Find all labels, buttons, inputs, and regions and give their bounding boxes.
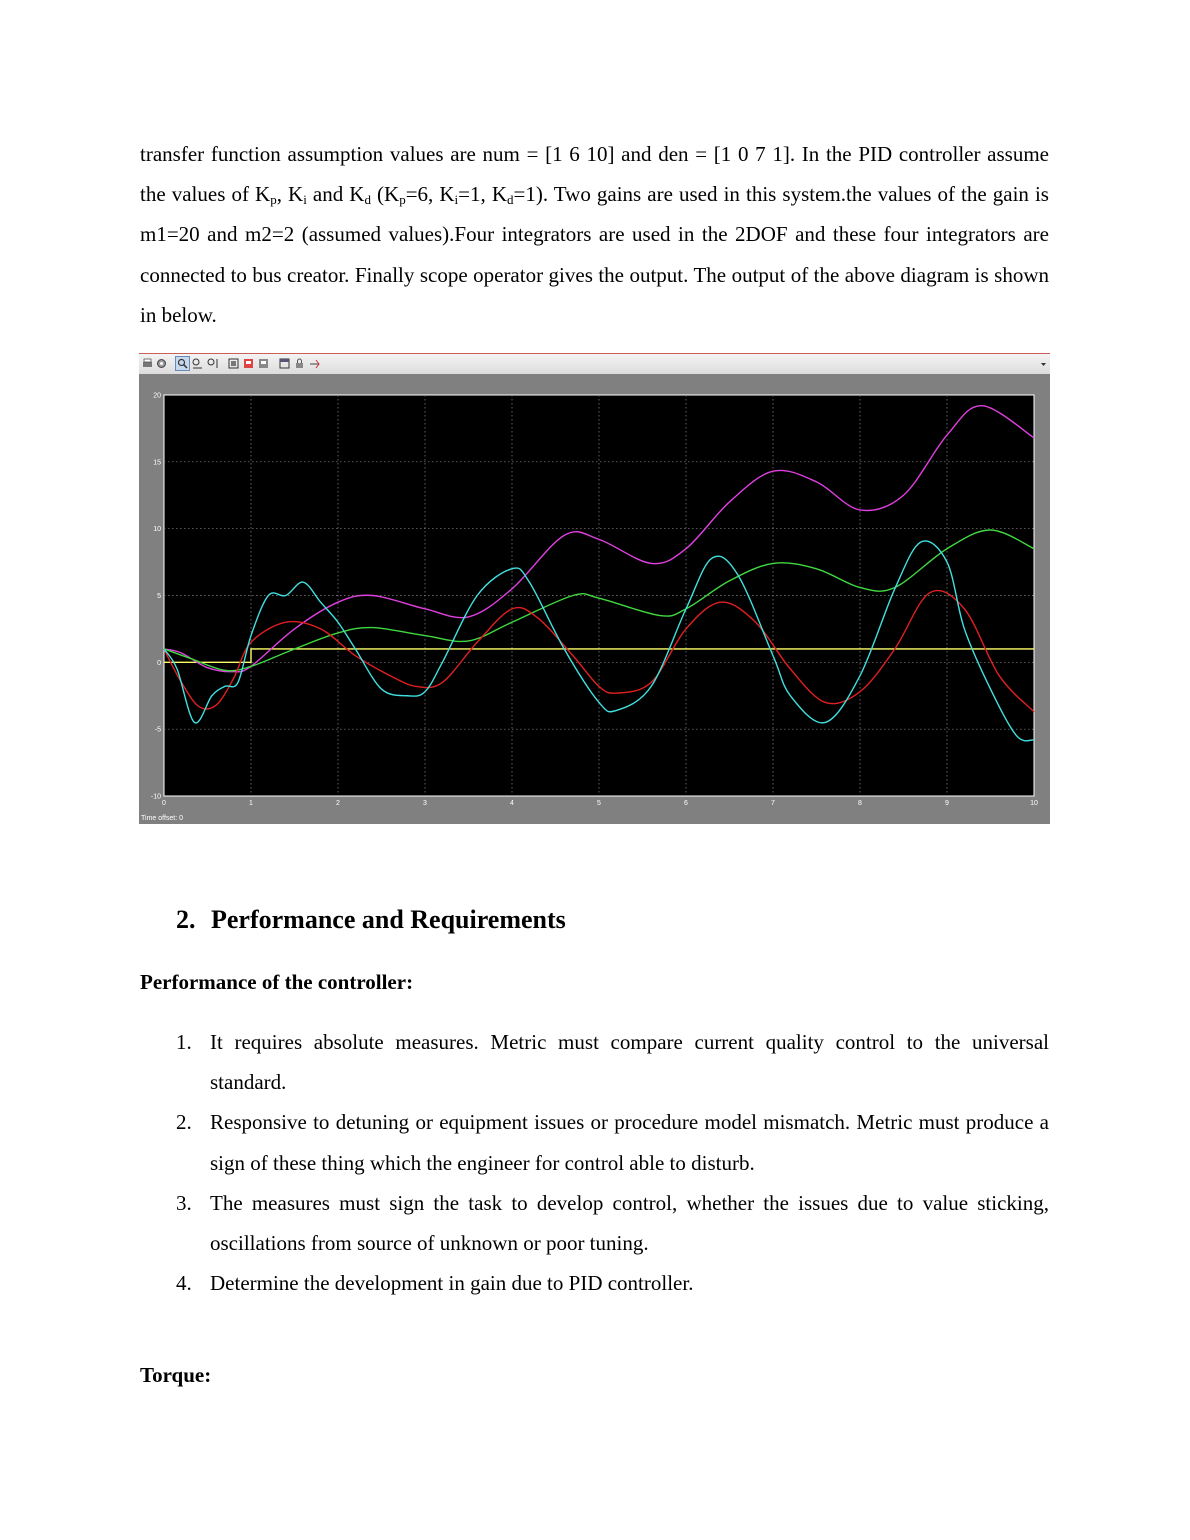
section-title: Performance and Requirements <box>211 905 566 934</box>
list-number: 2. <box>176 1110 192 1135</box>
signal-select-icon[interactable] <box>308 357 321 370</box>
x-tick-label: 8 <box>858 800 862 807</box>
intro-text-3: and K <box>306 182 365 207</box>
list-number: 3. <box>176 1190 192 1215</box>
save-axes-icon[interactable] <box>242 357 255 370</box>
params-icon[interactable] <box>155 357 168 370</box>
list-item <box>176 1022 1049 1102</box>
sub-i-2: i <box>454 192 459 208</box>
zoom-icon[interactable] <box>176 357 189 370</box>
x-tick-label: 4 <box>510 800 514 807</box>
list-item <box>176 1102 1049 1182</box>
sub-d-2: d <box>507 192 514 208</box>
intro-text-5: =6, K <box>405 182 455 207</box>
scope-toolbar <box>139 353 1050 374</box>
scope-plot <box>139 374 1050 824</box>
y-tick-label: 0 <box>157 659 161 667</box>
sub-p: p <box>270 192 277 208</box>
intro-text-6: =1, K <box>458 182 508 207</box>
zoom-x-icon[interactable] <box>191 357 204 370</box>
intro-text-4: (K <box>370 182 400 207</box>
x-tick-label: 10 <box>1030 800 1038 807</box>
section-heading <box>176 905 566 935</box>
list-item <box>176 1183 1049 1263</box>
intro-text-2: , K <box>276 182 304 207</box>
print-icon[interactable] <box>141 357 154 370</box>
x-tick-label: 9 <box>945 800 949 807</box>
x-tick-label: 5 <box>597 800 601 807</box>
sub-i: i <box>303 192 307 208</box>
dropdown-arrow-icon[interactable] <box>1039 357 1048 370</box>
list-text: It requires absolute measures. Metric must compare current quality control to the universal standard. <box>210 1030 1049 1095</box>
list-number: 4. <box>176 1271 192 1296</box>
performance-heading: Performance of the controller: <box>140 970 414 994</box>
y-tick-label: 15 <box>153 459 161 467</box>
y-tick-label: 5 <box>157 593 161 600</box>
sub-p-2: p <box>399 192 406 208</box>
restore-axes-icon[interactable] <box>257 357 270 370</box>
y-tick-label: 20 <box>153 392 161 400</box>
list-text: Responsive to detuning or equipment issues or procedure model mismatch. Metric must produce a sign of these thing which the engineer for control able to disturb. <box>210 1110 1049 1175</box>
autoscale-icon[interactable] <box>227 357 240 370</box>
scope-figure <box>139 353 1050 824</box>
section-number: 2. <box>176 905 196 934</box>
x-tick-label: 3 <box>423 800 427 807</box>
float-icon[interactable] <box>278 357 291 370</box>
intro-paragraph <box>140 134 1049 335</box>
x-tick-label: 6 <box>684 800 688 807</box>
torque-heading: Torque: <box>140 1363 212 1387</box>
zoom-y-icon[interactable] <box>206 357 219 370</box>
lock-icon[interactable] <box>293 357 306 370</box>
intro-text-1: transfer function assumption values are num = [1 6 10] and den = [1 0 7 1]. In the PID controller assume the values of K <box>140 142 1049 207</box>
y-tick-label: -10 <box>150 793 161 801</box>
y-tick-label: 10 <box>153 526 161 534</box>
time-offset-label: Time offset: 0 <box>141 815 184 822</box>
requirements-list <box>176 1022 1049 1303</box>
list-text: The measures must sign the task to develop control, whether the issues due to value sticking, oscillations from source of unknown or poor tuning. <box>210 1190 1049 1256</box>
list-text: Determine the development in gain due to PID controller. <box>210 1271 694 1296</box>
sub-d: d <box>364 192 371 208</box>
x-tick-label: 1 <box>249 800 253 807</box>
list-item <box>176 1263 1049 1303</box>
x-tick-label: 7 <box>771 800 775 807</box>
y-tick-label: -5 <box>154 726 161 734</box>
x-tick-label: 0 <box>162 800 166 807</box>
list-number: 1. <box>176 1030 192 1054</box>
x-tick-label: 2 <box>336 800 340 807</box>
intro-text-7: =1). Two gains are used in this system.the values of the gain is m1=20 and m2=2 (assumed values).Four integrators are used in the 2DOF and these four integrators are connected to bus creator. Finally scope operator gives the output. The output of the above diagram is shown in below. <box>140 182 1049 327</box>
